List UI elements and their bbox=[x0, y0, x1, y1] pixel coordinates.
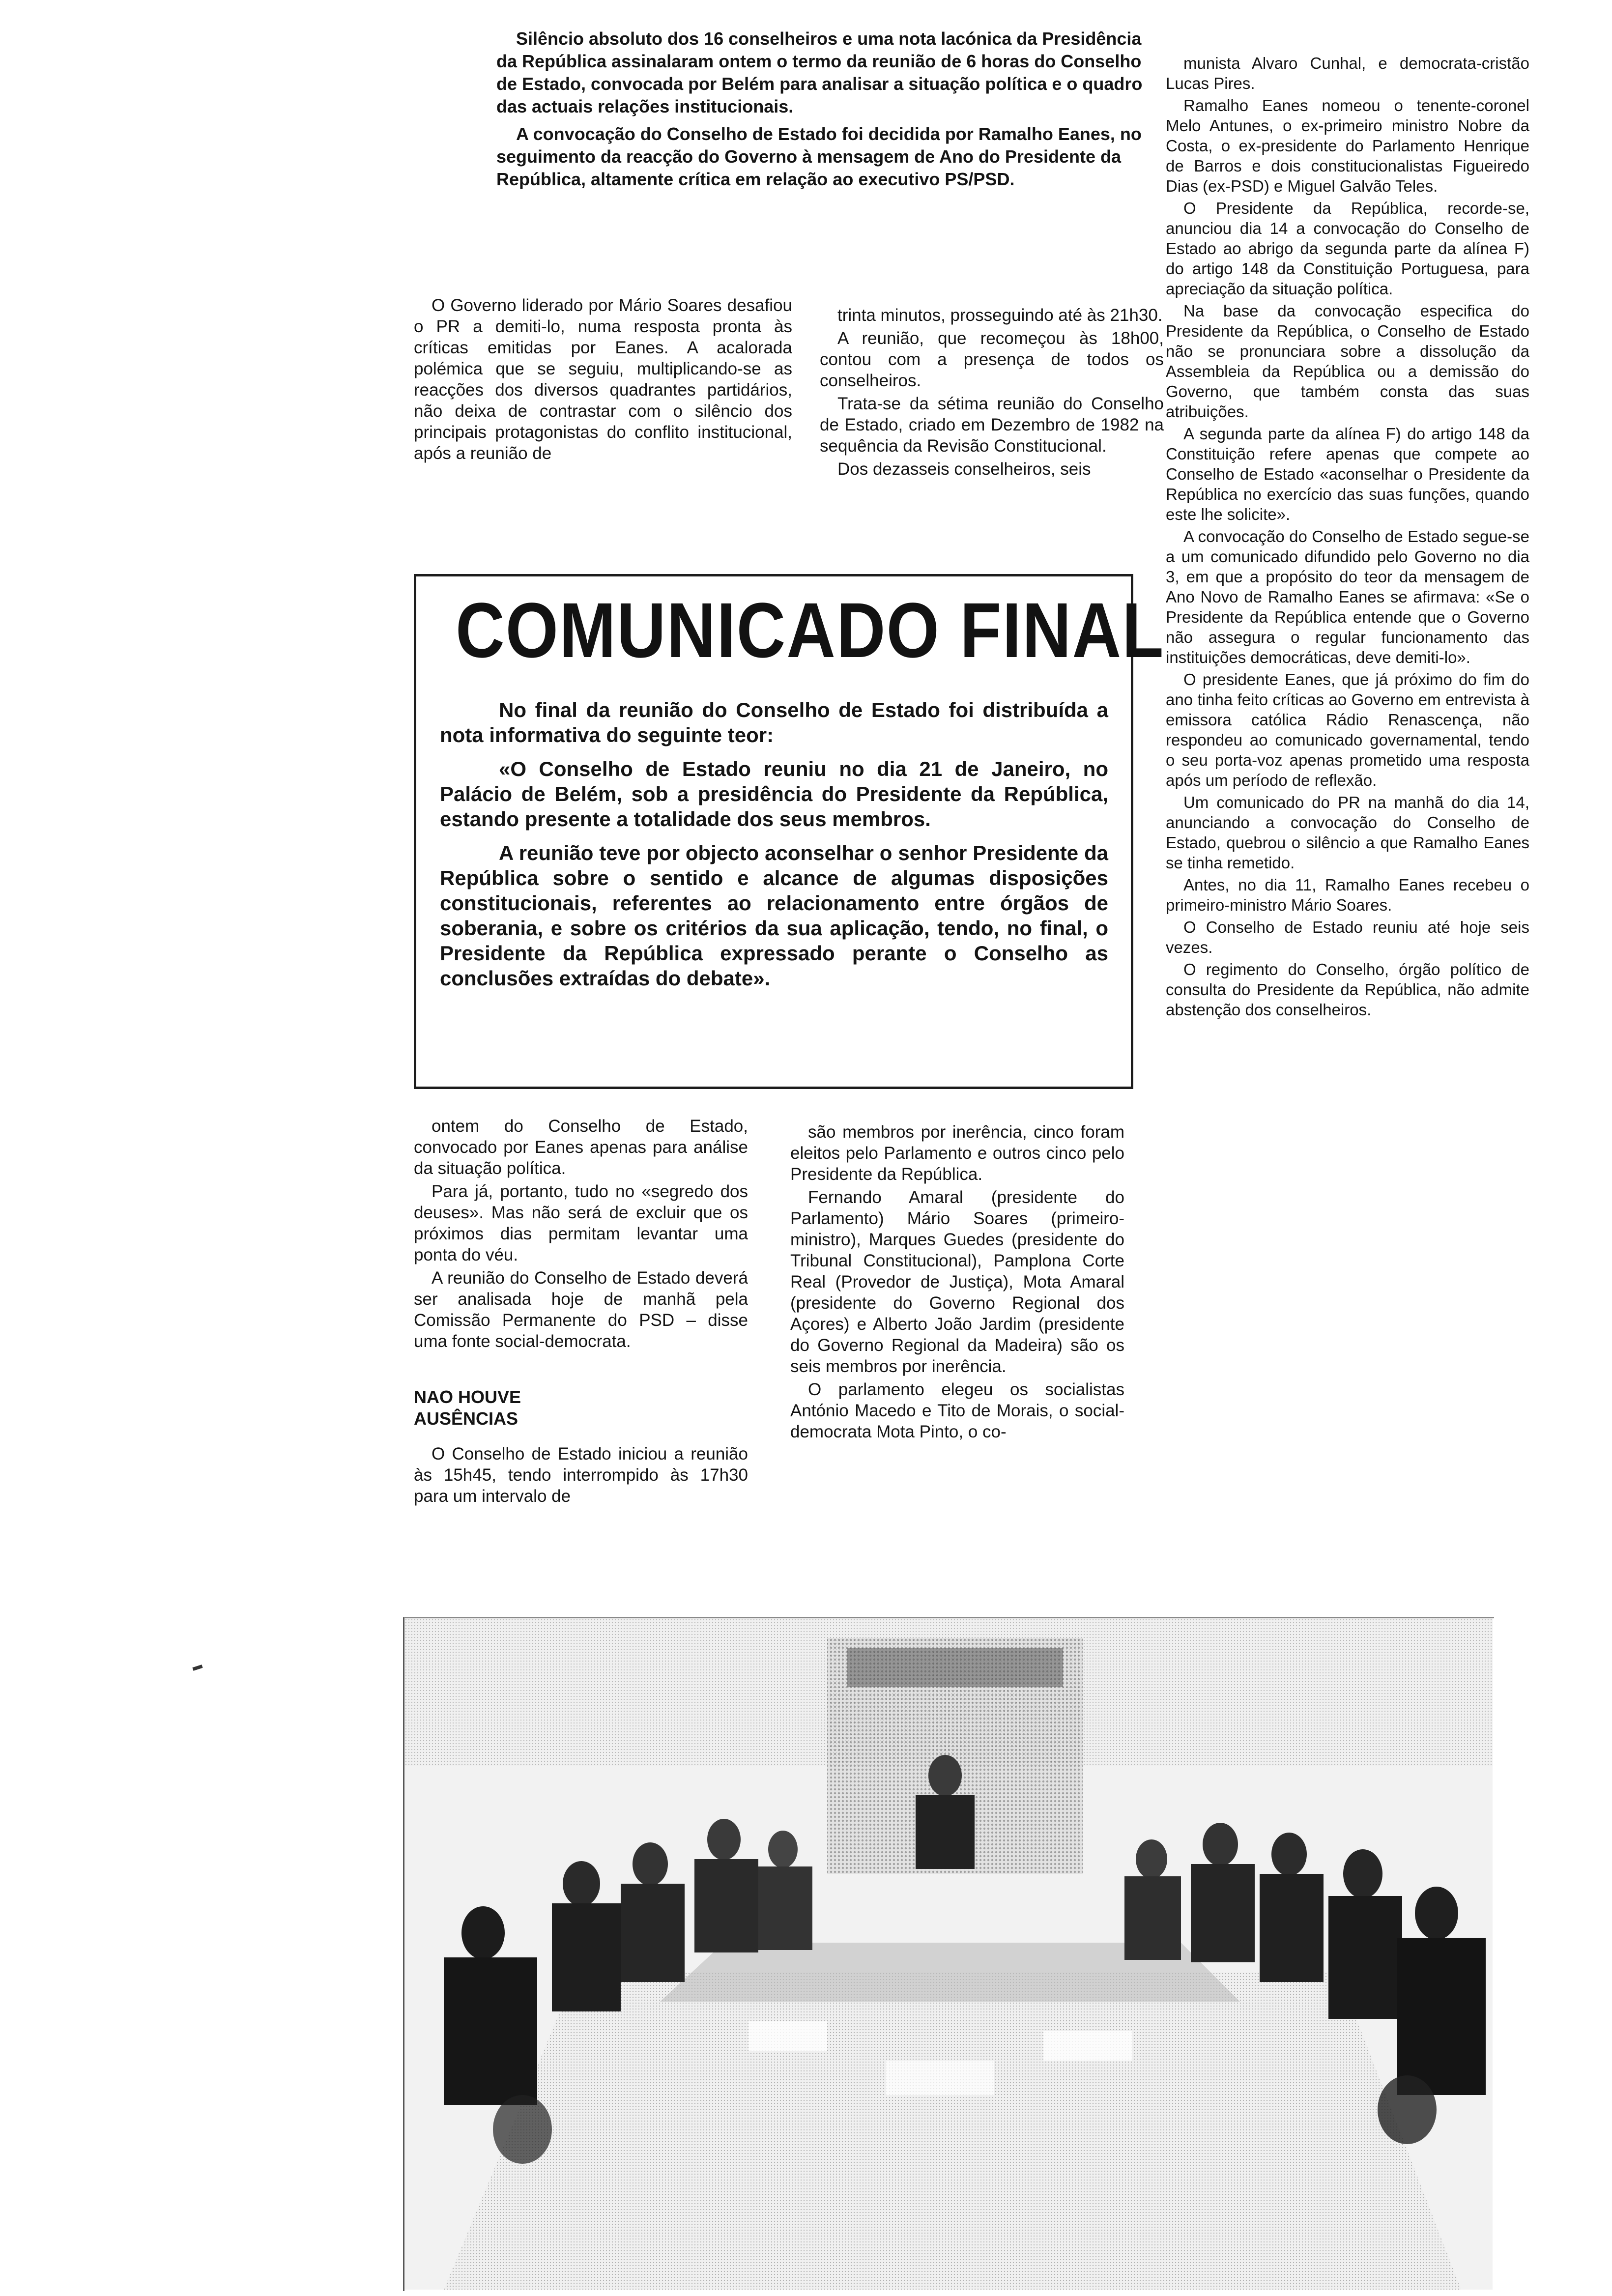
box-body bbox=[440, 697, 1108, 1000]
paragraph: são membros por inerência, cinco foram eleitos pelo Parlamento e outros cinco pelo Presidente da República. bbox=[790, 1122, 1124, 1184]
upper-column-1 bbox=[414, 295, 792, 466]
meeting-photo bbox=[403, 1617, 1494, 2291]
paragraph: O parlamento elegeu os socialistas António Macedo e Tito de Morais, o social-democrata Mota Pinto, o co- bbox=[790, 1380, 1124, 1441]
paragraph: Para já, portanto, tudo no «segredo dos deuses». Mas não será de excluir que os próximos dias permitam levantar uma ponta do véu. bbox=[414, 1182, 748, 1264]
subheading bbox=[414, 1386, 748, 1430]
paragraph: Na base da convocação especifica do Presidente da República, o Conselho de Estado não se pronunciara sobre a dissolução da Assembleia da República ou a demissão do Governo, que também consta das suas atribuições. bbox=[1166, 302, 1529, 421]
paragraph: munista Alvaro Cunhal, e democrata-cristão Lucas Pires. bbox=[1166, 54, 1529, 92]
scan-speck bbox=[192, 1665, 202, 1671]
paragraph: trinta minutos, prosseguindo até às 21h30. bbox=[837, 306, 1163, 325]
comunicado-final-box bbox=[414, 574, 1165, 1089]
box-paragraph: No final da reunião do Conselho de Estado foi distribuída a nota informativa do seguinte teor: bbox=[440, 698, 1108, 746]
right-column bbox=[1166, 53, 1529, 1022]
paragraph: O regimento do Conselho, órgão político de consulta do Presidente da República, não admite abstenção dos conselheiros. bbox=[1166, 960, 1529, 1019]
paragraph: Dos dezasseis conselheiros, seis bbox=[837, 459, 1091, 479]
paragraph: A convocação do Conselho de Estado segue-se a um comunicado difundido pelo Governo no dia 3, em que a propósito do teor da mensagem de Ano Novo de Ramalho Eanes se afirmava: «Se o Presidente da República entende que o Governo não assegura o regular funcionamento das instituições democráticas, deve demiti-lo». bbox=[1166, 527, 1529, 666]
paragraph: ontem do Conselho de Estado, convocado por Eanes apenas para análise da situação política. bbox=[414, 1117, 748, 1178]
paragraph: A reunião, que recomeçou às 18h00, contou com a presença de todos os conselheiros. bbox=[820, 329, 1164, 390]
lower-column-2 bbox=[790, 1121, 1124, 1444]
paragraph: Um comunicado do PR na manhã do dia 14, anunciando a convocação do Conselho de Estado, quebrou o silêncio a que Ramalho Eanes se tinha remetido. bbox=[1166, 793, 1529, 872]
upper-column-2 bbox=[820, 305, 1164, 482]
paragraph: Fernando Amaral (presidente do Parlamento) Mário Soares (primeiro-ministro), Marques Guedes (presidente do Tribunal Constitucional), Pamplona Corte Real (Provedor de Justiça), Mota Amaral (presidente do Governo Regional dos Açores) e Alberto João Jardim (presidente do Governo Regional da Madeira) são os seis membros por inerência. bbox=[790, 1188, 1124, 1376]
paragraph: A segunda parte da alínea F) do artigo 148 da Constituição refere apenas que compete ao Conselho de Estado «aconselhar o Presidente da República no exercício das suas funções, quando este lhe solicite». bbox=[1166, 425, 1529, 523]
paragraph: O Presidente da República, recorde-se, anunciou dia 14 a convocação do Conselho de Estado ao abrigo da segunda parte da alínea F) do artigo 148 da Constituição Portuguesa, para apreciação da situação política. bbox=[1166, 199, 1529, 298]
box-paragraph: A reunião teve por objecto aconselhar o senhor Presidente da República sobre o sentido e alcance de algumas disposições constitucionais, referentes ao relacionamento entre órgãos de soberania, e sobre os critérios da sua aplicação, tendo, no final, o Presidente da República expressado perante o Conselho as conclusões extraídas do debate». bbox=[440, 841, 1108, 990]
subheading-line: NAO HOUVE bbox=[414, 1387, 521, 1407]
box-paragraph: «O Conselho de Estado reuniu no dia 21 de Janeiro, no Palácio de Belém, sob a presidência do Presidente da República, estando presente a totalidade dos seus membros. bbox=[440, 757, 1108, 831]
subheading-line: AUSÊNCIAS bbox=[414, 1408, 518, 1429]
lower-column-1 bbox=[414, 1116, 748, 1509]
paragraph: O Governo liderado por Mário Soares desafiou o PR a demiti-lo, numa resposta pronta às críticas emitidas por Eanes. A acalorada polémica que se seguiu, multiplicando-se as reacções dos diversos quadrantes partidários, não deixa de contrastar com o silêncio dos principais protagonistas do conflito institucional, após a reunião de bbox=[414, 296, 792, 463]
paragraph: A reunião do Conselho de Estado deverá ser analisada hoje de manhã pela Comissão Permanente do PSD – disse uma fonte social-democrata. bbox=[414, 1268, 748, 1351]
paragraph: Antes, no dia 11, Ramalho Eanes recebeu o primeiro-ministro Mário Soares. bbox=[1166, 876, 1529, 914]
meeting-photo-graphic bbox=[404, 1618, 1493, 2290]
lead-paragraph: Silêncio absoluto dos 16 conselheiros e uma nota lacónica da Presidência da República assinalaram ontem o termo da reunião de 6 horas do Conselho de Estado, convocada por Belém para analisar a situação política e o quadro das actuais relações institucionais. bbox=[496, 29, 1143, 116]
box-headline: COMUNICADO FINAL bbox=[456, 587, 1165, 674]
paragraph: Ramalho Eanes nomeou o tenente-coronel Melo Antunes, o ex-primeiro ministro Nobre da Costa, o ex-presidente do Parlamento Henrique de Barros e dois constitucionalistas Figueiredo Dias (ex-PSD) e Miguel Galvão Teles. bbox=[1166, 96, 1529, 195]
paragraph: Trata-se da sétima reunião do Conselho de Estado, criado em Dezembro de 1982 na sequência da Revisão Constitucional. bbox=[820, 394, 1164, 456]
paragraph: O Conselho de Estado reuniu até hoje seis vezes. bbox=[1166, 918, 1529, 956]
paragraph: O Conselho de Estado iniciou a reunião às 15h45, tendo interrompido às 17h30 para um intervalo de bbox=[414, 1444, 748, 1506]
lead-paragraph: A convocação do Conselho de Estado foi decidida por Ramalho Eanes, no seguimento da reacção do Governo à mensagem de Ano do Presidente da República, altamente crítica em relação ao executivo PS/PSD. bbox=[496, 124, 1142, 189]
paragraph: O presidente Eanes, que já próximo do fim do ano tinha feito críticas ao Governo em entrevista à emissora católica Rádio Renascença, não respondeu ao comunicado governamental, tendo o seu porta-voz apenas prometido uma resposta após um período de reflexão. bbox=[1166, 670, 1529, 789]
lead-intro bbox=[496, 28, 1155, 196]
